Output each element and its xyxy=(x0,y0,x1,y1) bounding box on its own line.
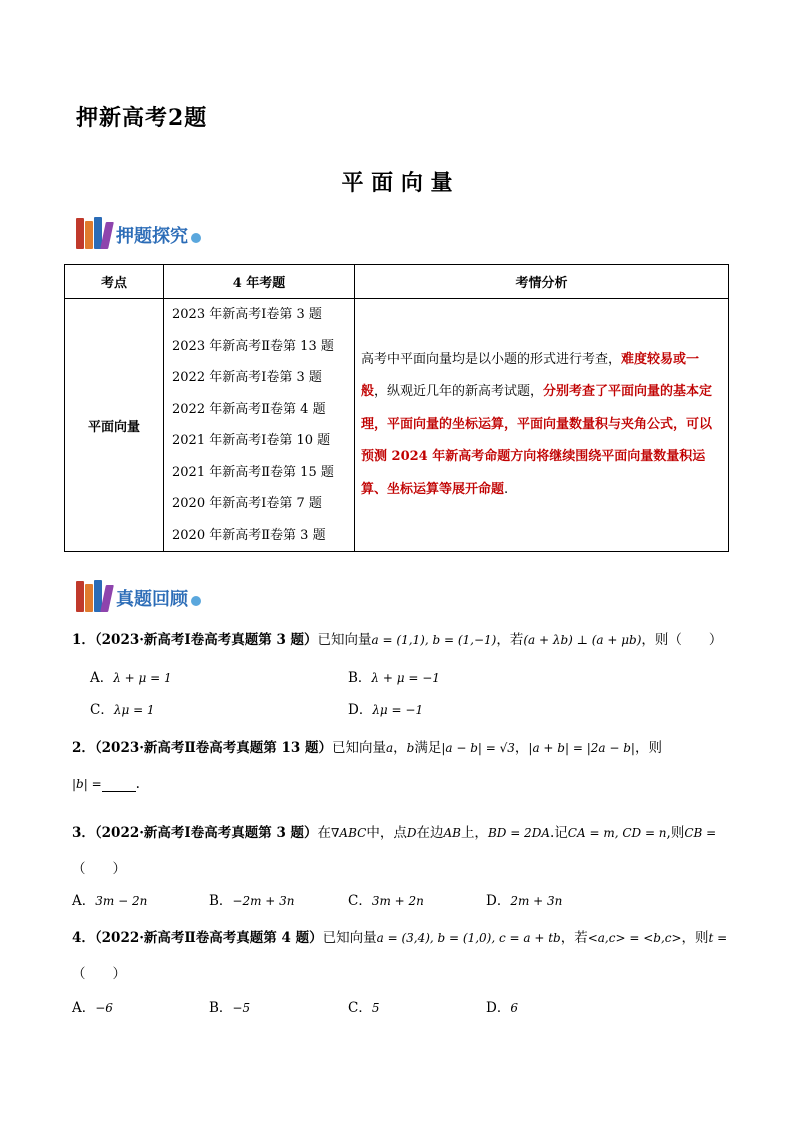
section-title-review: 真题回顾 xyxy=(116,589,188,610)
question-3-line2: （ ） xyxy=(72,861,126,877)
option-label: C． xyxy=(348,1000,372,1016)
option-b[interactable] xyxy=(209,996,250,1016)
math-expression: AB xyxy=(443,826,461,840)
analysis-highlight: 难度较易或一般 xyxy=(361,351,700,400)
exam-item: 2023 年新高考Ⅰ卷第 3 题 xyxy=(172,307,322,322)
option-math: λμ = 1 xyxy=(113,703,155,717)
question-text: 在边 xyxy=(416,825,444,841)
question-text: 已知向量 xyxy=(322,930,377,946)
math-expression: |a + b| = |2a − b| xyxy=(528,741,635,755)
exam-item: 2020 年新高考Ⅰ卷第 7 题 xyxy=(172,496,322,511)
question-4 xyxy=(72,926,727,946)
math-expression: |a − b| = √3 xyxy=(441,741,515,755)
books-icon xyxy=(76,578,112,612)
question-1 xyxy=(72,628,722,648)
option-label: C． xyxy=(348,893,372,909)
answer-blank[interactable] xyxy=(102,777,136,792)
option-math: −6 xyxy=(95,1001,113,1015)
option-label: C． xyxy=(90,702,114,718)
question-source: （2023·新高考Ⅰ卷高考真题第 3 题） xyxy=(94,632,318,648)
exams-cell xyxy=(164,299,355,552)
analysis-text: ，纵观近几年的新高考试题， xyxy=(374,384,544,400)
option-a[interactable] xyxy=(72,996,113,1016)
table-header: 4 年考题 xyxy=(164,265,355,299)
option-d[interactable] xyxy=(486,996,518,1016)
question-number: 2． xyxy=(72,740,95,756)
table-header: 考情分析 xyxy=(355,265,729,299)
option-math: λμ = −1 xyxy=(372,703,424,717)
math-expression: BD = 2DA xyxy=(487,826,550,840)
exam-item: 2020 年新高考Ⅱ卷第 3 题 xyxy=(172,527,326,543)
math-expression: CA = m, CD = n xyxy=(567,826,667,840)
option-c[interactable] xyxy=(348,996,379,1016)
question-source: （2022·新高考Ⅱ卷高考真题第 4 题） xyxy=(94,930,323,946)
math-expression: t = xyxy=(708,931,728,945)
exam-item: 2022 年新高考Ⅱ卷第 4 题 xyxy=(172,401,326,417)
question-4-line2: （ ） xyxy=(72,966,126,982)
option-math: 6 xyxy=(510,1001,518,1015)
math-expression: CB = xyxy=(684,826,717,840)
question-text: ，则（ ） xyxy=(641,632,723,648)
section-title-explore: 押题探究 xyxy=(116,226,188,247)
option-label: D． xyxy=(486,1000,511,1016)
question-text: 已知向量 xyxy=(332,740,386,756)
math-expression: b xyxy=(406,741,415,755)
option-d[interactable] xyxy=(348,698,423,718)
series-title: 押新高考2题 xyxy=(76,105,208,131)
question-2 xyxy=(72,736,662,756)
math-expression: (a + λb) ⊥ (a + μb) xyxy=(523,633,642,647)
option-label: B． xyxy=(209,1000,233,1016)
analysis-highlight: 分别考查了平面向量的基本定理，平面向量的坐标运算，平面向量数量积与夹角公式，可以预测 2024 年新高考命题方向将继续围绕平面向量数量积运算、坐标运算等展开命题 xyxy=(361,384,713,497)
option-label: A． xyxy=(72,893,96,909)
exam-table xyxy=(64,264,729,552)
dot-icon xyxy=(191,233,201,243)
question-text: 已知向量 xyxy=(317,632,372,648)
question-text: 中，点 xyxy=(366,825,407,841)
question-number: 3． xyxy=(72,825,95,841)
exam-item: 2023 年新高考Ⅱ卷第 13 题 xyxy=(172,338,334,354)
math-expression: a = (1,1), b = (1,−1) xyxy=(371,633,497,647)
question-2-line2 xyxy=(72,776,140,792)
question-text: .记 xyxy=(549,825,568,841)
question-text: 满足 xyxy=(414,740,442,756)
topic-cell: 平面向量 xyxy=(65,299,164,552)
option-label: D． xyxy=(348,702,373,718)
option-math: λ + μ = −1 xyxy=(371,671,440,685)
math-expression: a = (3,4), b = (1,0), c = a + tb xyxy=(376,931,561,945)
table-header: 考点 xyxy=(65,265,164,299)
option-label: B． xyxy=(209,893,233,909)
question-text: ， xyxy=(514,740,529,756)
math-expression: a xyxy=(386,741,394,755)
option-label: A． xyxy=(90,670,114,686)
analysis-text: . xyxy=(504,481,509,497)
option-math: −2m + 3n xyxy=(232,894,295,908)
exam-item: 2021 年新高考Ⅱ卷第 15 题 xyxy=(172,464,334,480)
analysis-text: 高考中平面向量均是以小题的形式进行考查， xyxy=(361,351,622,367)
question-3 xyxy=(72,821,716,841)
exam-item: 2021 年新高考Ⅰ卷第 10 题 xyxy=(172,433,331,448)
option-c[interactable] xyxy=(90,698,155,718)
question-text: ，则 xyxy=(681,930,709,946)
question-text: ，若 xyxy=(496,632,524,648)
table-header-row xyxy=(65,265,729,299)
question-number: 4． xyxy=(72,930,95,946)
math-expression: ∇ABC xyxy=(331,826,367,840)
question-text: . xyxy=(135,776,140,792)
option-label: D． xyxy=(486,893,511,909)
question-text: ，若 xyxy=(560,930,588,946)
question-source: （2023·新高考Ⅱ卷高考真题第 13 题） xyxy=(94,740,332,756)
option-c[interactable] xyxy=(348,889,424,909)
option-math: 3m − 2n xyxy=(95,894,148,908)
option-a[interactable] xyxy=(72,889,147,909)
section-header-explore xyxy=(76,213,201,249)
table-row xyxy=(65,299,729,552)
question-number: 1． xyxy=(72,632,95,648)
dot-icon xyxy=(191,596,201,606)
math-expression: <a,c> = <b,c> xyxy=(587,931,682,945)
question-text: ， xyxy=(393,740,407,756)
section-header-review xyxy=(76,576,201,612)
option-math: 5 xyxy=(371,1001,380,1015)
question-text: 在 xyxy=(317,825,332,841)
question-text: 上， xyxy=(460,825,488,841)
exam-item: 2022 年新高考Ⅰ卷第 3 题 xyxy=(172,370,322,385)
question-text: ,则 xyxy=(666,825,685,841)
option-label: B． xyxy=(348,670,372,686)
analysis-cell xyxy=(355,299,729,552)
option-b[interactable] xyxy=(209,889,295,909)
question-text: ，则 xyxy=(634,740,662,756)
question-source: （2022·新高考Ⅰ卷高考真题第 3 题） xyxy=(94,825,318,841)
option-label: A． xyxy=(72,1000,96,1016)
option-math: 2m + 3n xyxy=(510,894,563,908)
math-expression: D xyxy=(406,826,417,840)
option-math: −5 xyxy=(232,1001,251,1015)
option-math: 3m + 2n xyxy=(371,894,424,908)
option-b[interactable] xyxy=(348,666,440,686)
option-math: λ + μ = 1 xyxy=(113,671,172,685)
page-title: 平 面 向 量 xyxy=(341,170,453,196)
option-d[interactable] xyxy=(486,889,562,909)
books-icon xyxy=(76,215,112,249)
option-a[interactable] xyxy=(90,666,172,686)
math-expression: |b| = xyxy=(72,777,102,791)
